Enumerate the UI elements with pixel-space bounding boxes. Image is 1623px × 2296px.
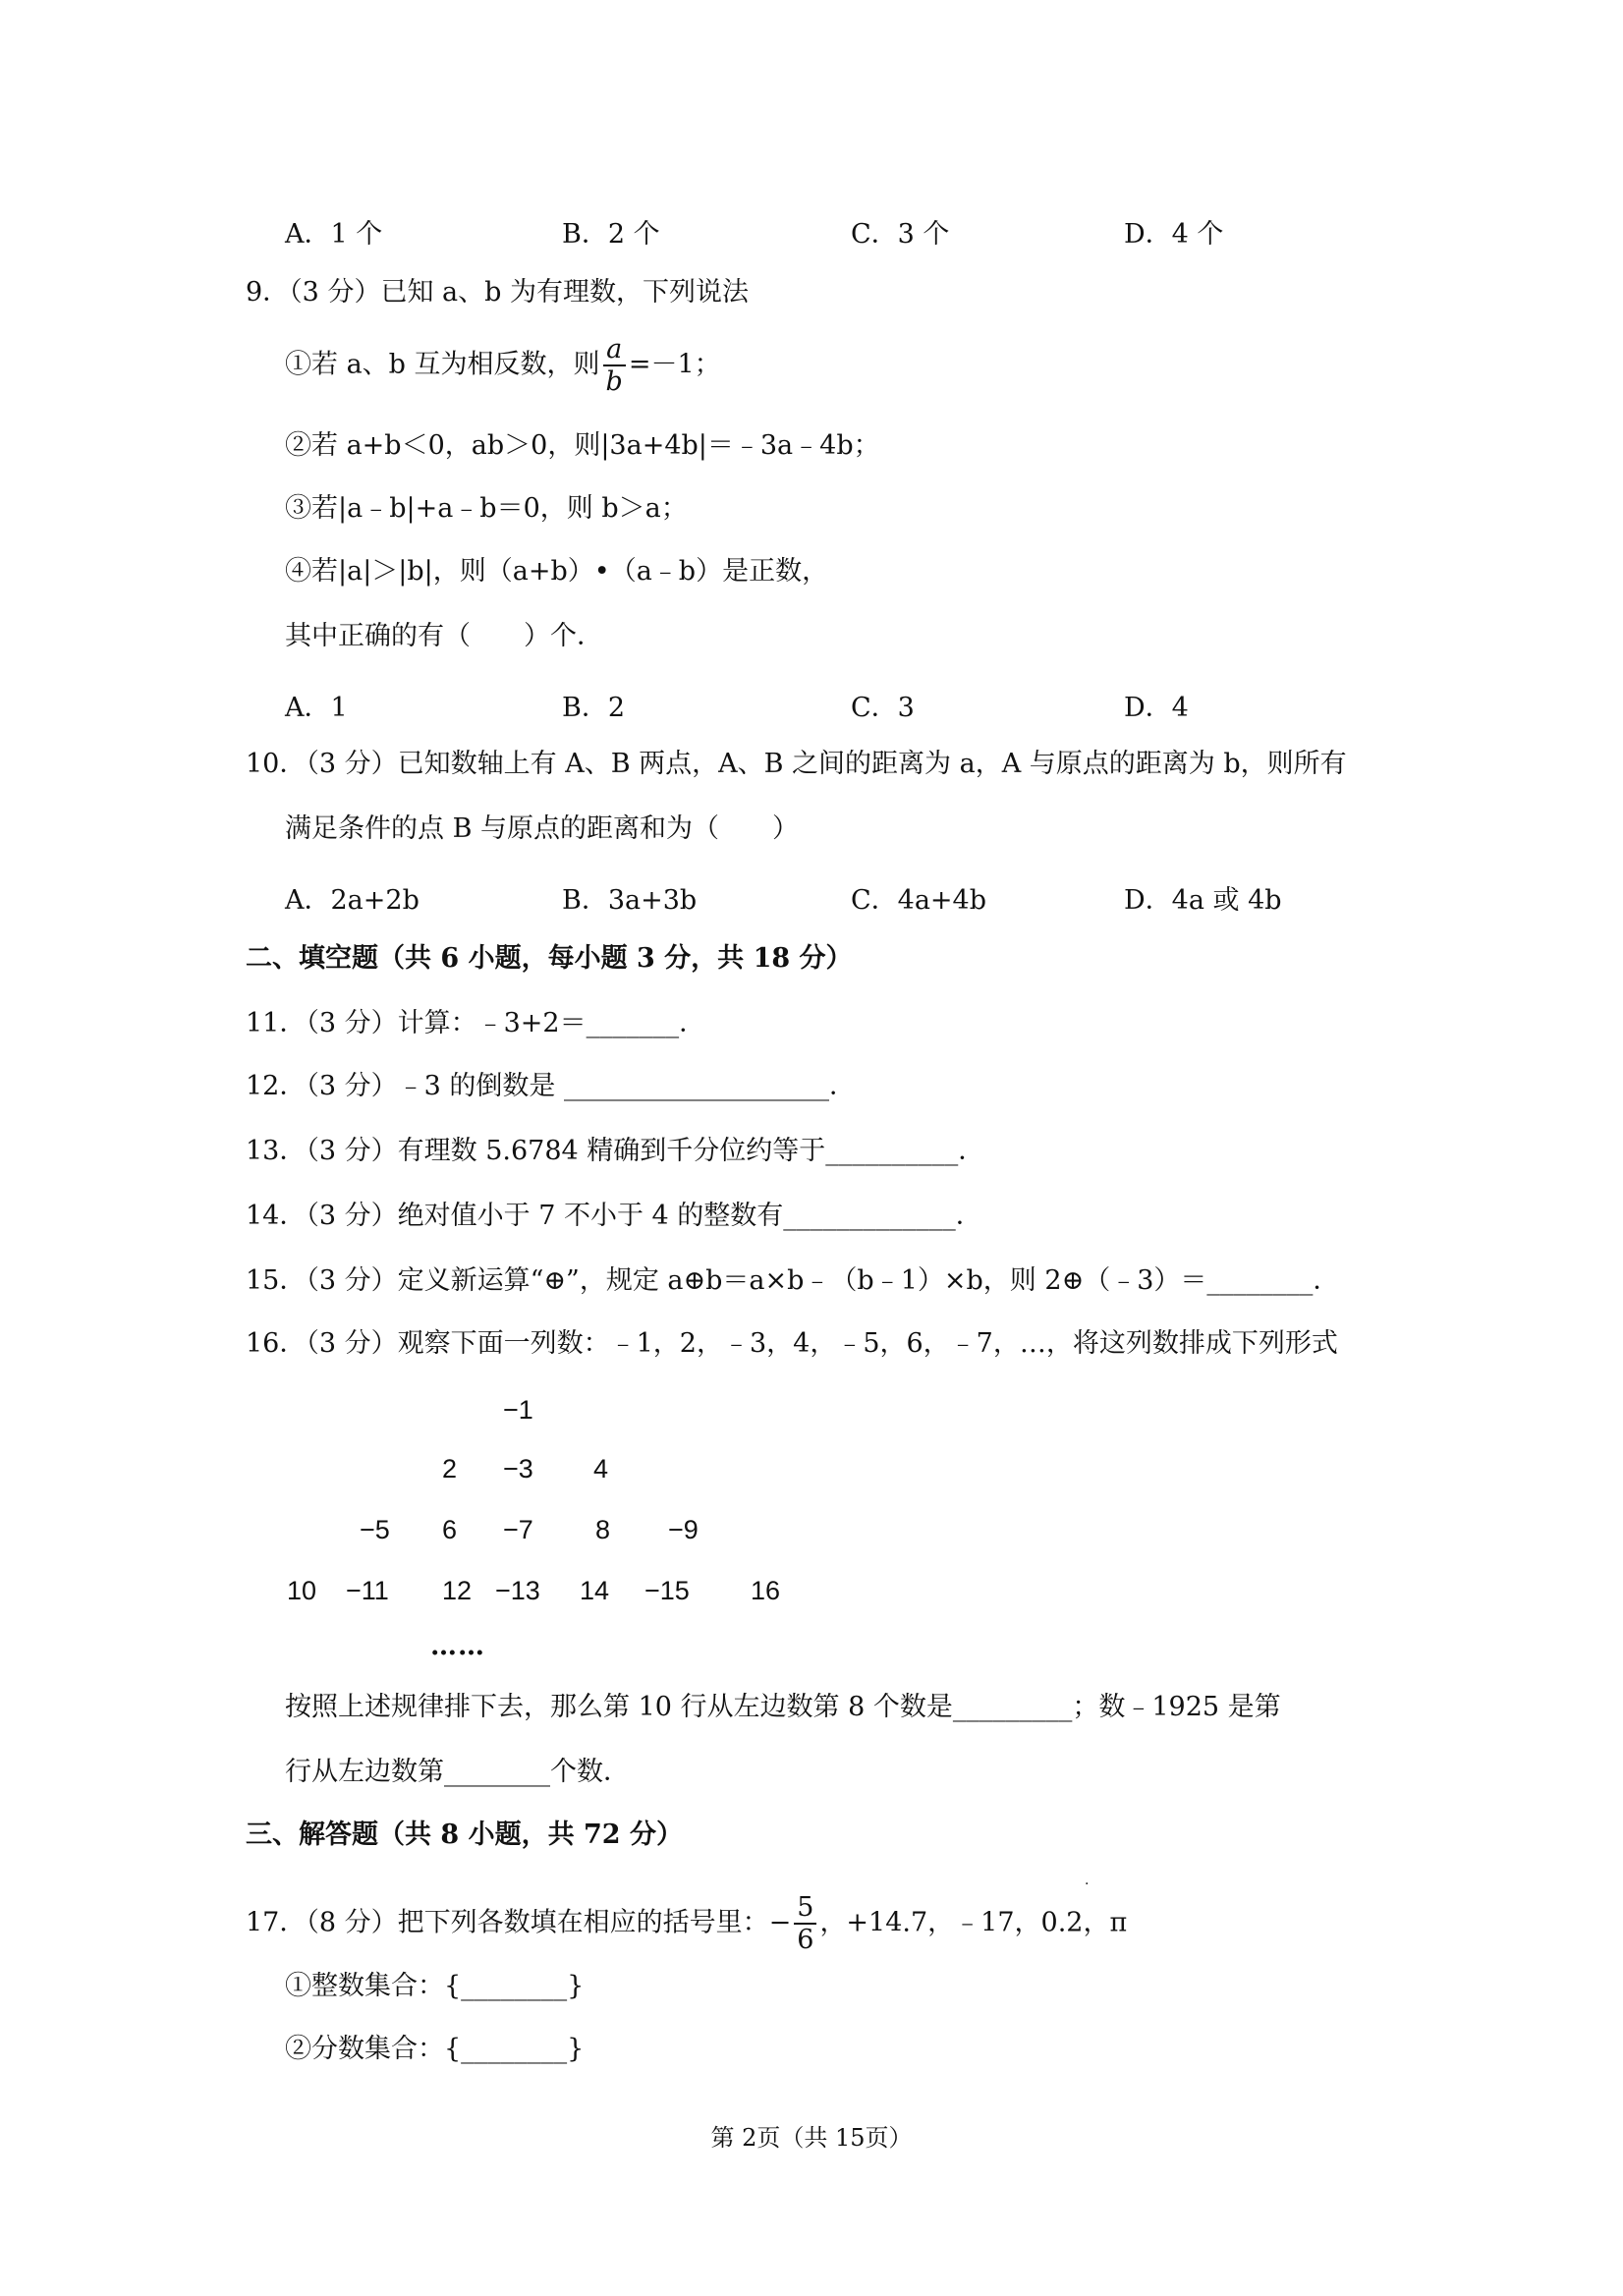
- section-2-heading: 二、填空题（共 6 小题，每小题 3 分，共 18 分）: [246, 943, 853, 974]
- q12: 12．（3 分）﹣3 的倒数是 ____________________．: [246, 1071, 856, 1101]
- q9-stem: 9．（3 分）已知 a、b 为有理数，下列说法: [246, 277, 749, 308]
- q17-stem: [246, 1894, 1127, 1953]
- q9-s1-post: =－1；: [628, 349, 721, 380]
- q14: 14．（3 分）绝对值小于 7 不小于 4 的整数有_____________．: [246, 1201, 982, 1231]
- triangle-number: 4: [593, 1454, 609, 1484]
- q9-option-b: B．2: [562, 693, 626, 723]
- q10-option-a: A．2a+2b: [285, 885, 420, 916]
- q9-s1-fraction: [603, 336, 626, 395]
- triangle-number: −1: [503, 1395, 533, 1425]
- section-3-heading: 三、解答题（共 8 小题，共 72 分）: [246, 1820, 683, 1850]
- q8-option-c: C．3 个: [851, 219, 950, 250]
- q10-option-c: C．4a+4b: [851, 885, 987, 916]
- repeating-decimal-dot: ·: [1085, 1876, 1090, 1892]
- q9-statement-3: ③若|a﹣b|+a﹣b＝0，则 b＞a；: [285, 493, 688, 524]
- q17-stem-pre: 17．（8 分）把下列各数填在相应的括号里：−: [246, 1907, 792, 1938]
- q17-fraction-set: ②分数集合：{________}: [285, 2034, 585, 2064]
- q17-fraction: [794, 1894, 816, 1953]
- triangle-number: 6: [442, 1515, 458, 1544]
- q17-frac-denominator: 6: [797, 1925, 814, 1955]
- q17-frac-numerator: 5: [794, 1894, 816, 1925]
- q9-s1-numerator: a: [603, 336, 626, 366]
- q17-integer-set: ①整数集合：{________}: [285, 1971, 585, 2001]
- q16-question-line-2: 行从左边数第________个数．: [285, 1757, 630, 1787]
- q16-stem: 16．（3 分）观察下面一列数：﹣1，2，﹣3，4，﹣5，6，﹣7，…，将这列数排成下列形式: [246, 1328, 1338, 1359]
- q9-statement-1: [285, 336, 721, 395]
- q11: 11．（3 分）计算：﹣3+2＝_______．: [246, 1008, 706, 1038]
- triangle-number: −7: [503, 1515, 533, 1544]
- triangle-number: −9: [668, 1515, 699, 1544]
- q15: 15．（3 分）定义新运算“⊕”，规定 a⊕b＝a×b﹣（b﹣1）×b，则 2⊕（﹣3）＝________．: [246, 1265, 1340, 1296]
- q9-statement-4: ④若|a|＞|b|，则（a+b）•（a﹣b）是正数，: [285, 556, 829, 587]
- triangle-number: −5: [360, 1515, 390, 1544]
- q9-s1-pre: ①若 a、b 互为相反数，则: [285, 349, 600, 380]
- page-footer: 第 2页（共 15页）: [710, 2124, 913, 2152]
- q9-conclusion: 其中正确的有（ ）个．: [285, 621, 603, 651]
- triangle-number: −11: [346, 1576, 389, 1605]
- q16-question-line-1: 按照上述规律排下去，那么第 10 行从左边数第 8 个数是_________；数﹣1925 是第: [285, 1692, 1281, 1722]
- q8-option-b: B．2 个: [562, 219, 660, 250]
- triangle-number: 16: [751, 1576, 781, 1605]
- q17-stem-post: ，+14.7，﹣17，0.2，π: [819, 1907, 1128, 1938]
- triangle-number: −15: [644, 1576, 690, 1605]
- triangle-number: 10: [287, 1576, 317, 1605]
- q9-option-c: C．3: [851, 693, 915, 723]
- triangle-number: −3: [503, 1454, 533, 1484]
- q10-stem-line-1: 10．（3 分）已知数轴上有 A、B 两点，A、B 之间的距离为 a，A 与原点的距离为 b，则所有: [246, 749, 1347, 779]
- q8-option-a: A．1 个: [285, 219, 383, 250]
- q9-statement-2: ②若 a+b＜0，ab＞0，则|3a+4b|＝﹣3a﹣4b；: [285, 430, 880, 461]
- triangle-number: −13: [495, 1576, 540, 1605]
- q9-option-a: A．1: [285, 693, 348, 723]
- q13: 13．（3 分）有理数 5.6784 精确到千分位约等于__________．: [246, 1136, 985, 1166]
- triangle-number: 14: [580, 1576, 610, 1605]
- triangle-ellipsis: ……: [430, 1631, 485, 1661]
- q8-option-d: D．4 个: [1124, 219, 1224, 250]
- q10-stem-line-2: 满足条件的点 B 与原点的距离和为（ ）: [285, 813, 800, 844]
- triangle-number: 2: [442, 1454, 458, 1484]
- q9-s1-denominator: b: [605, 366, 623, 397]
- q10-option-d: D．4a 或 4b: [1124, 885, 1282, 916]
- q9-option-d: D．4: [1124, 693, 1189, 723]
- q10-option-b: B．3a+3b: [562, 885, 698, 916]
- triangle-number: 8: [595, 1515, 611, 1544]
- triangle-number: 12: [442, 1576, 473, 1605]
